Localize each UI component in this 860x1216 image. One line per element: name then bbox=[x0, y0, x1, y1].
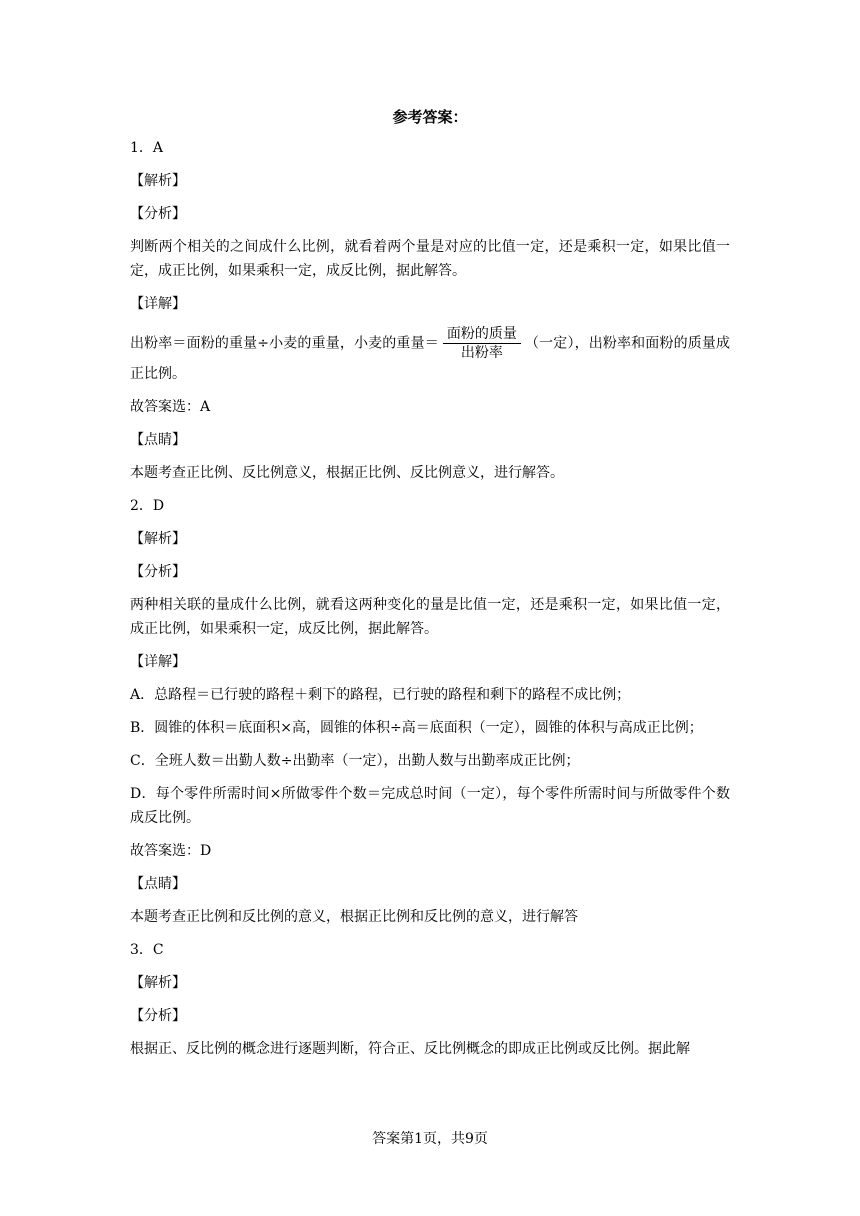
q2-answer: 故答案选：D bbox=[130, 843, 212, 859]
q2-option-b: B．圆锥的体积＝底面积×高，圆锥的体积÷高＝底面积（一定），圆锥的体积与高成正比例； bbox=[130, 720, 703, 736]
q2-analysis-tag: 【解析】 bbox=[130, 531, 186, 547]
q1-fraction-denominator: 出粉率 bbox=[460, 345, 503, 361]
q1-number: 1．A bbox=[130, 140, 164, 156]
q1-xiangjie-tag: 【详解】 bbox=[130, 296, 186, 312]
page-title: 参考答案： bbox=[392, 108, 468, 126]
q3-fenxi-tag: 【分析】 bbox=[130, 1008, 186, 1024]
q2-dianjing-tag: 【点睛】 bbox=[130, 876, 186, 892]
q1-detail-after: （一定），出粉率和面粉的质量成正比例。 bbox=[130, 335, 731, 382]
q2-option-c: C．全班人数＝出勤人数÷出勤率（一定），出勤人数与出勤率成正比例； bbox=[130, 753, 580, 769]
q1-fraction bbox=[443, 325, 521, 362]
q2-option-d: D．每个零件所需时间×所做零件个数＝完成总时间（一定），每个零件所需时间与所做零件个数成反比例。 bbox=[130, 786, 730, 826]
q1-detail-before: 出粉率＝面粉的重量÷小麦的重量，小麦的重量＝ bbox=[130, 335, 439, 352]
q1-fenxi-text: 判断两个相关的之间成什么比例，就看着两个量是对应的比值一定，还是乘积一定，如果比值一定，成正比例，如果乘积一定，成反比例，据此解答。 bbox=[130, 239, 730, 279]
q1-dianjing-text: 本题考查正比例、反比例意义，根据正比例、反比例意义，进行解答。 bbox=[130, 465, 564, 481]
q2-number: 2．D bbox=[130, 498, 165, 514]
q1-answer: 故答案选：A bbox=[130, 399, 211, 415]
q2-xiangjie-tag: 【详解】 bbox=[130, 654, 186, 670]
answer-content bbox=[130, 136, 730, 1070]
q2-fenxi-text: 两种相关联的量成什么比例，就看这两种变化的量是比值一定，还是乘积一定，如果比值一定，成正比例，如果乘积一定，成反比例，据此解答。 bbox=[130, 597, 730, 637]
q1-analysis-tag: 【解析】 bbox=[130, 173, 186, 189]
q2-fenxi-tag: 【分析】 bbox=[130, 564, 186, 580]
q1-detail bbox=[130, 325, 730, 386]
q2-dianjing-text: 本题考查正比例和反比例的意义，根据正比例和反比例的意义，进行解答 bbox=[130, 909, 578, 925]
q1-dianjing-tag: 【点睛】 bbox=[130, 432, 186, 448]
page-footer: 答案第1页，共9页 bbox=[372, 1131, 488, 1147]
q1-fraction-numerator: 面粉的质量 bbox=[443, 325, 521, 344]
q3-analysis-tag: 【解析】 bbox=[130, 975, 186, 991]
q3-number: 3．C bbox=[130, 942, 164, 958]
q3-fenxi-text: 根据正、反比例的概念进行逐题判断，符合正、反比例概念的即成正比例或反比例。据此解 bbox=[130, 1041, 690, 1057]
q1-fenxi-tag: 【分析】 bbox=[130, 206, 186, 222]
q2-option-a: A．总路程＝已行驶的路程＋剩下的路程，已行驶的路程和剩下的路程不成比例； bbox=[130, 687, 631, 703]
